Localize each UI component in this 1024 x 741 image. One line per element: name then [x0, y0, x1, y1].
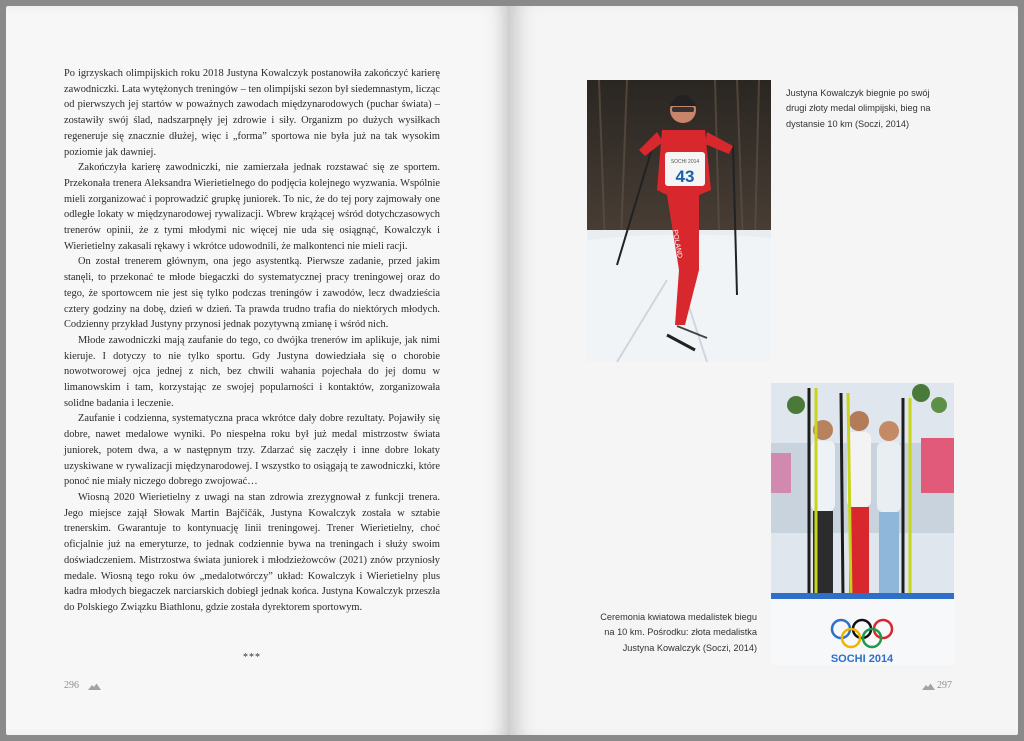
page-number-right: 297: [937, 680, 952, 691]
skier-illustration: [587, 80, 771, 362]
mountain-icon: [88, 683, 101, 690]
page-number-left: 296: [64, 680, 79, 691]
suit-text: POLAND: [671, 229, 683, 259]
caption-top: Justyna Kowalczyk biegnie po swój drugi złoty medal olimpijski, bieg na dystansie 10 km (Soczi, 2014): [786, 88, 931, 129]
paragraph-3: On został trenerem głównym, ona jego asystentką. Pierwsze zadanie, przed jakim stanęli, to przekonać te młode biegaczki do systematycznej pracy treningowej oraz do tego, że sportowcem nie jest się tylko podczas treningów i zawodów, lecz dwadzieścia cztery godziny na dobę, dzień w dzień. Ta prawda trudno trafia do niektórych młodych. Codzienny przykład Justyny przynosi jednak pozytywną zmianę i wśród nich.: [64, 256, 440, 331]
paragraph-6: Wiosną 2020 Wierietielny z uwagi na stan zdrowia zrezygnował z funkcji trenera. Jego miejsce zajął Słowak Martin Bajčičák, Justyna Kowalczyk została w sztabie trenerskim. Gwarantuje to kontynuację linii treningowej. Trener Wierietielny, choć oficjalnie już na emeryturze, to jednak codziennie bywa na treningach i służy swoim doświadczeniem. Mistrzostwa świata juniorek i młodzieżowców (2021) znów przyniosły medale. Wiosną tego roku ów „medalotwórczy” układ: Kowalczyk i Wierietielny plus kadra młodych biegaczek narciarskich dobiegł jednak końca. Justyna Kowalczyk przeszła do Polskiego Związku Biathlonu, gdzie została dyrektorem sportowym.: [64, 491, 440, 613]
paragraph-4: Młode zawodniczki mają zaufanie do tego, co dwójka trenerów im aplikuje, jak nimi kieruje. I dotyczy to nie tylko sportu. Gdy Justyna dowiedziała się o chorobie nowotworowej ojca jednej z nich, bez chwili wahania pojechała do jej domu w limanowskim i tam, korzystając ze swojej popularności i kontaktów, zorganizowała solidne badania i leczenie.: [64, 334, 440, 409]
podium-text: SOCHI 2014: [830, 653, 894, 665]
body-text: [64, 66, 440, 616]
paragraph-5: Zaufanie i codzienna, systematyczna praca wkrótce dały dobre rezultaty. Pojawiły się dobre, nawet medalowe wyniki. Po niespełna roku był już medal mistrzostw świata juniorek, potem dwa, a w następnym trzy. Zdarzać się zaczęły i inne dobre lokaty uzyskiwane w rywalizacji międzynarodowej. I wszystko to osiągają te zawodniczki, które ponoć nie miały niczego dobrego zwojować…: [64, 413, 440, 488]
bib-event-text: SOCHI 2014: [670, 159, 700, 165]
book-spine: [510, 6, 512, 735]
paragraph-1: Po igrzyskach olimpijskich roku 2018 Justyna Kowalczyk postanowiła zakończyć karierę zawodniczki. Lata wytężonych treningów – ten olimpijski sezon był siedemnastym, licząc od pierwszych jej startów w poważnych zawodach międzynarodowych (puchar świata) – zostawiły swój ślad, nadszarpnęły jej zdrowie i siły. Organizm po dużych wysiłkach regeneruje się znacznie dłużej, więc i „forma” sportowa nie była już na tak wysokim poziomie jak dawniej.: [64, 68, 440, 158]
caption-bottom: Ceremonia kwiatowa medalistek biegu na 10 km. Pośrodku: złota medalistka Justyna Kowalczyk (Soczi, 2014): [600, 612, 757, 653]
section-separator: ***: [243, 652, 261, 663]
paragraph-2: Zakończyła karierę zawodniczki, nie zamierzała jednak rozstawać się ze sportem. Przekonała trenera Aleksandra Wierietielnego do podjęcia kolejnego wyzwania. Wspólnie mieli zorganizować i poprowadzić grupkę juniorek. To nic, że do tej pory zajmowały one odległe lokaty w międzynarodowej rywalizacji. Wbrew krążącej wśród dotychczasowych trenerów opinii, że z tymi młodymi nic więcej nie uda się osiągnąć, Kowalczyk i Wierietielny zakasali rękawy i wkrótce udowodnili, że malkontenci nie mieli racji.: [64, 162, 440, 252]
mountain-icon: [922, 683, 935, 690]
podium-photo: [771, 383, 954, 665]
skier-photo: [587, 80, 771, 362]
bib-number: 43: [675, 167, 695, 186]
podium-illustration: [771, 383, 954, 665]
